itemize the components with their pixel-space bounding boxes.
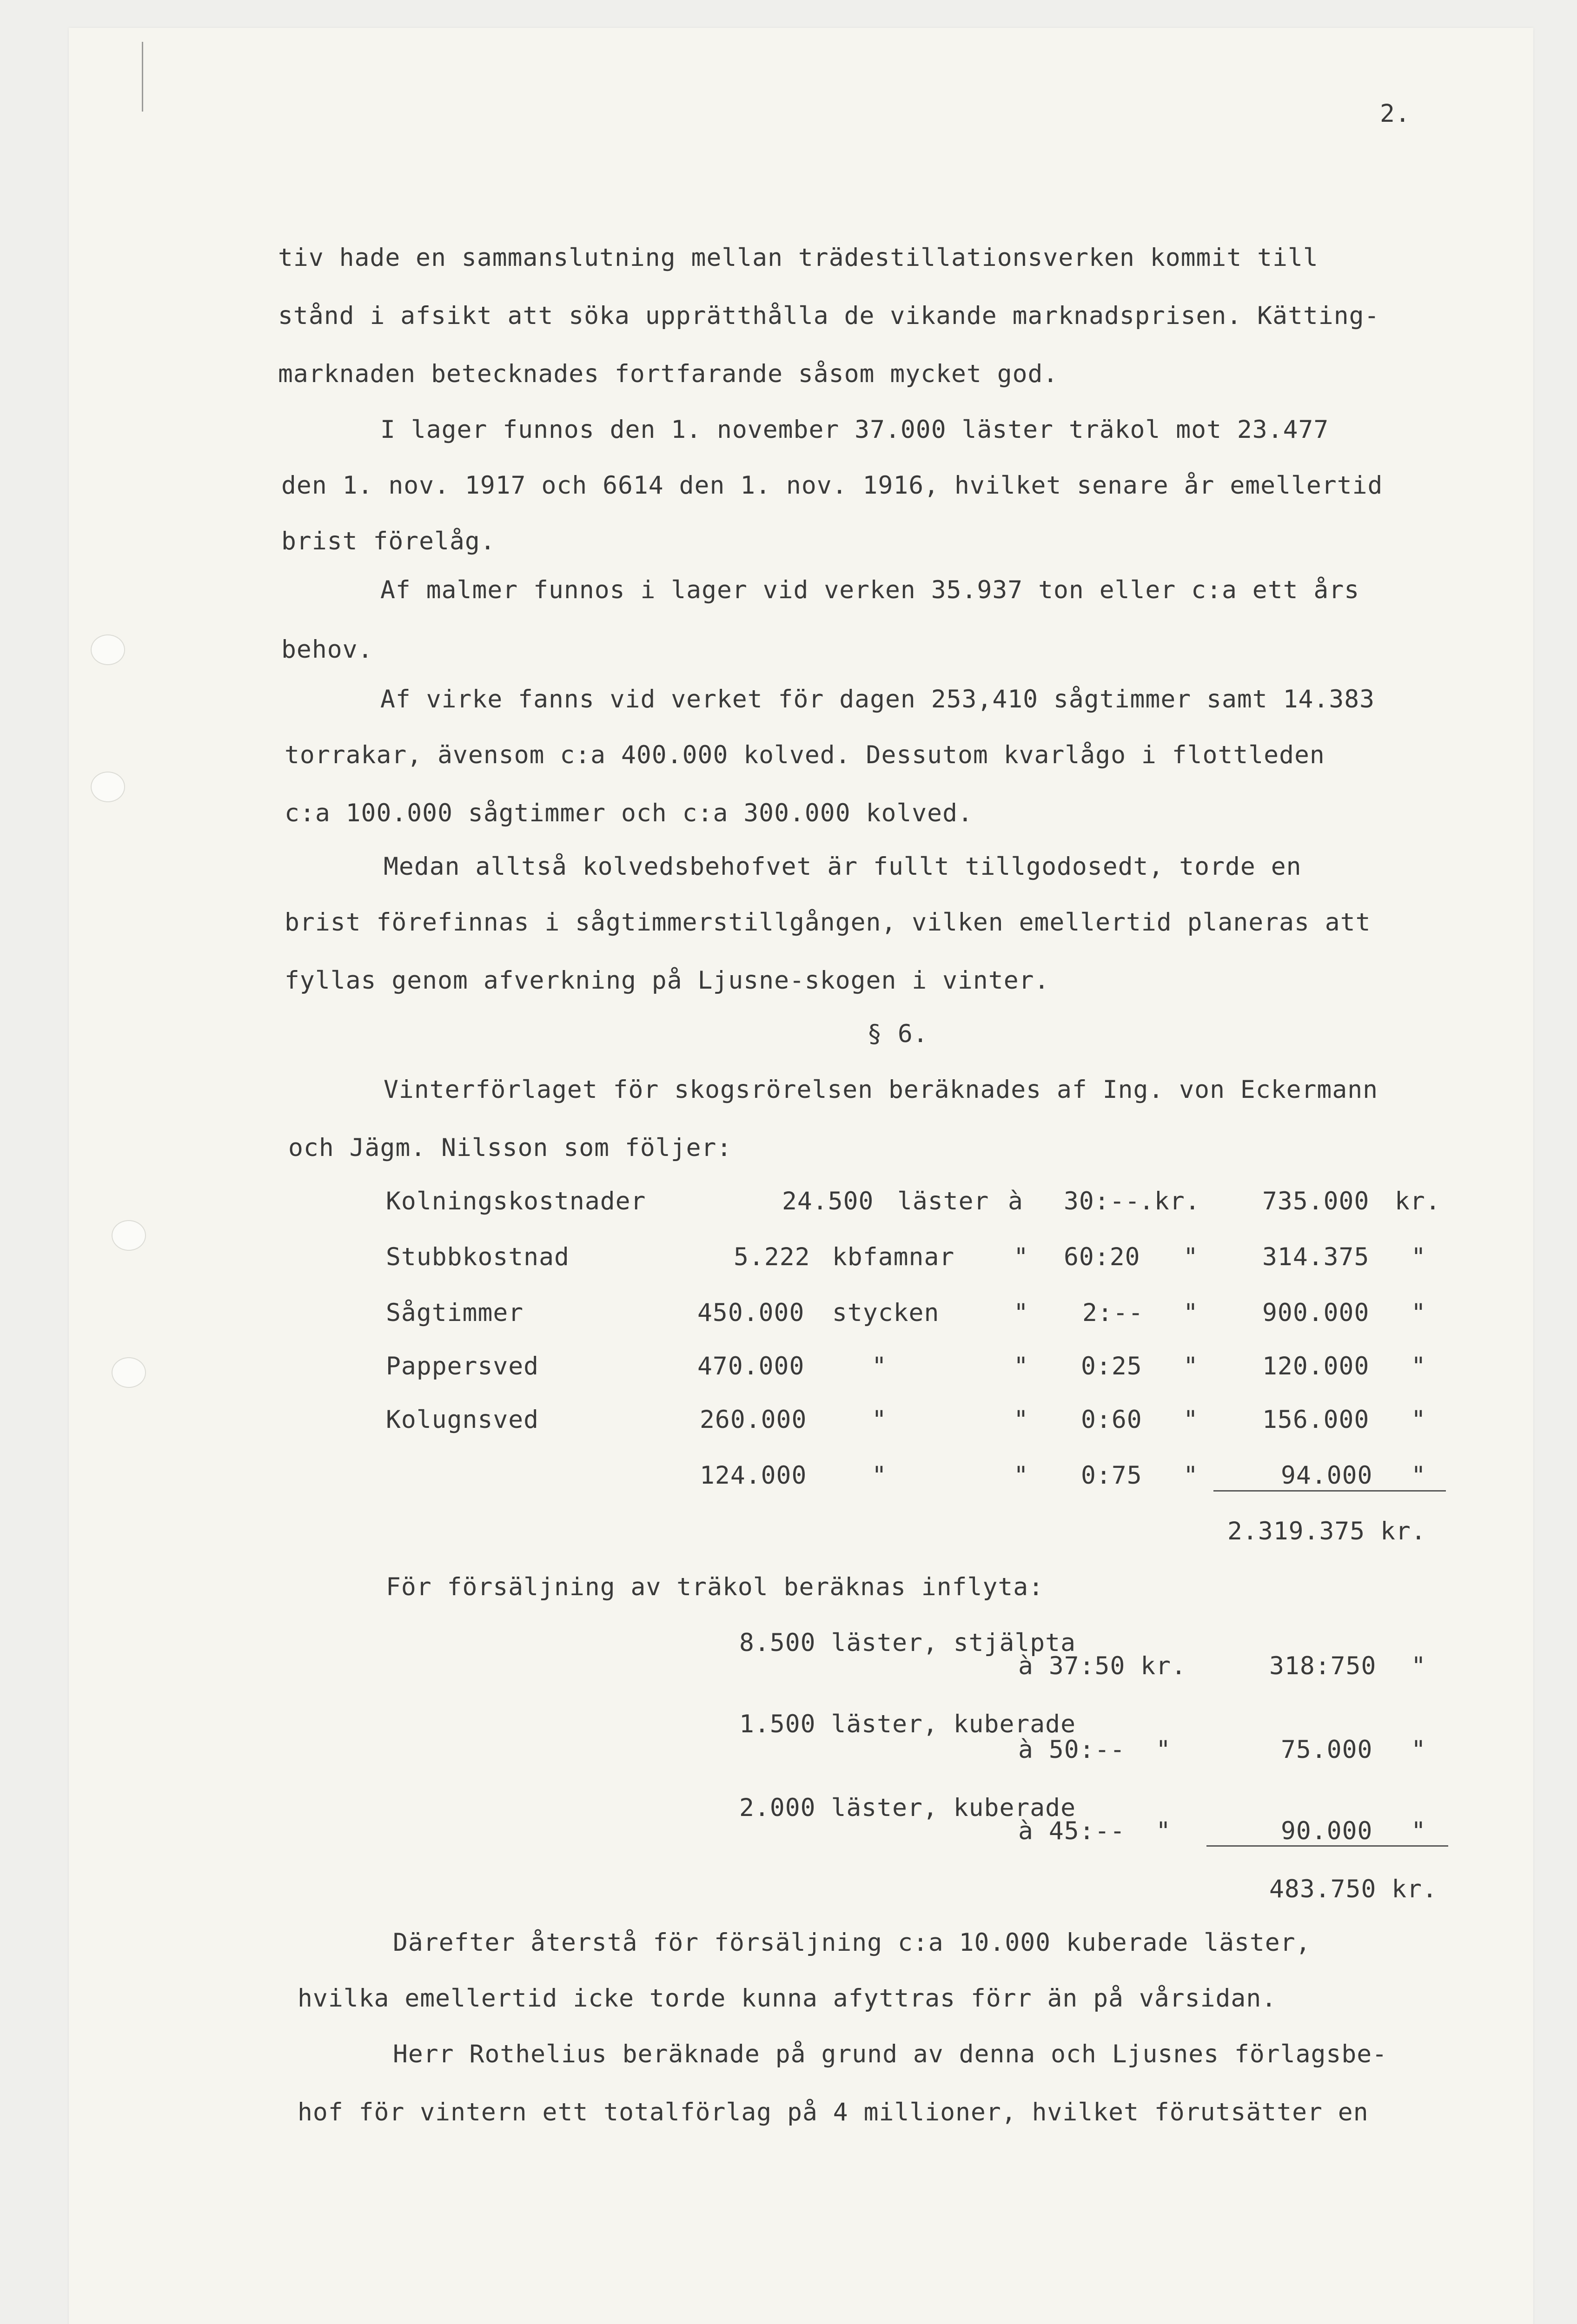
row-label: Pappersved xyxy=(386,1352,539,1380)
margin-mark xyxy=(142,42,143,112)
sales-sum: 483.750 kr. xyxy=(1269,1875,1438,1903)
punch-hole xyxy=(112,1220,146,1251)
text-line: tiv hade en sammanslutning mellan trädestillationsverken kommit till xyxy=(278,244,1319,272)
sales-line: 1.500 läster, kuberade xyxy=(739,1710,1076,1738)
cost-sum: 2.319.375 kr. xyxy=(1227,1517,1426,1545)
text-line: Af virke fanns vid verket för dagen 253,410 sågtimmer samt 14.383 xyxy=(380,685,1375,713)
text-line: I lager funnos den 1. november 37.000 läster träkol mot 23.477 xyxy=(380,416,1329,444)
sales-price: à 45:-- " xyxy=(1018,1817,1172,1845)
text-line: hvilka emellertid icke torde kunna afyttras förr än på vårsidan. xyxy=(298,1984,1277,2013)
row-price-unit: " xyxy=(1183,1299,1199,1327)
row-total: 735.000 xyxy=(1262,1187,1370,1215)
row-price-unit: " xyxy=(1183,1406,1199,1434)
text-line: brist förefinnas i sågtimmerstillgången, vilken emellertid planeras att xyxy=(285,908,1371,937)
text-line: marknaden betecknades fortfarande såsom mycket god. xyxy=(278,360,1059,388)
row-total: 156.000 xyxy=(1262,1406,1370,1434)
row-qty: 24.500 xyxy=(782,1187,874,1215)
row-label: Sågtimmer xyxy=(386,1299,524,1327)
row-label: Stubbkostnad xyxy=(386,1243,570,1271)
row-total-unit: kr. xyxy=(1395,1187,1441,1215)
sales-price: à 37:50 kr. xyxy=(1018,1652,1186,1680)
section-heading: § 6. xyxy=(867,1020,928,1048)
text-line: Af malmer funnos i lager vid verken 35.937 ton eller c:a ett års xyxy=(380,576,1360,604)
row-unit: stycken xyxy=(832,1299,940,1327)
row-at: " xyxy=(1014,1461,1029,1490)
text-line: c:a 100.000 sågtimmer och c:a 300.000 kolved. xyxy=(285,799,973,827)
row-at: " xyxy=(1014,1352,1029,1380)
text-line: torrakar, ävensom c:a 400.000 kolved. Dessutom kvarlågo i flottleden xyxy=(285,741,1325,769)
text-line: den 1. nov. 1917 och 6614 den 1. nov. 1916, hvilket senare år emellertid xyxy=(281,471,1383,500)
row-unit: kbfamnar xyxy=(832,1243,955,1271)
row-unit: läster xyxy=(897,1187,989,1215)
row-total: 314.375 xyxy=(1262,1243,1370,1271)
row-price: 60:20 xyxy=(1064,1243,1140,1271)
row-at: " xyxy=(1014,1299,1029,1327)
row-label: Kolugnsved xyxy=(386,1406,539,1434)
text-line: behov. xyxy=(281,635,373,664)
sum-rule xyxy=(1206,1845,1448,1847)
sales-price: à 50:-- " xyxy=(1018,1736,1172,1764)
row-total-unit: " xyxy=(1411,1299,1426,1327)
text-line: brist förelåg. xyxy=(281,527,496,555)
row-price: 0:25 xyxy=(1081,1352,1142,1380)
text-line: stånd i afsikt att söka upprätthålla de vikande marknadsprisen. Kätting- xyxy=(278,302,1380,330)
text-line: fyllas genom afverkning på Ljusne-skogen i vinter. xyxy=(285,966,1050,995)
punch-hole xyxy=(112,1357,146,1388)
row-price-unit: " xyxy=(1183,1243,1199,1271)
text-line: och Jägm. Nilsson som följer: xyxy=(288,1134,732,1162)
row-price-unit: " xyxy=(1183,1461,1199,1490)
text-line: hof för vintern ett totalförlag på 4 millioner, hvilket förutsätter en xyxy=(298,2098,1369,2126)
row-total: 94.000 xyxy=(1281,1461,1373,1490)
page-number: 2. xyxy=(1380,99,1411,128)
row-unit: " xyxy=(872,1352,887,1380)
sales-line: 2.000 läster, kuberade xyxy=(739,1794,1076,1822)
text-line: Därefter återstå för försäljning c:a 10.000 kuberade läster, xyxy=(393,1928,1311,1957)
row-total: 120.000 xyxy=(1262,1352,1370,1380)
sales-total: 75.000 xyxy=(1281,1736,1373,1764)
punch-hole xyxy=(91,772,125,802)
row-qty: 124.000 xyxy=(700,1461,807,1490)
row-at: à xyxy=(1008,1187,1023,1215)
row-price: 30:-- xyxy=(1064,1187,1140,1215)
text-line: Medan alltså kolvedsbehofvet är fullt tillgodosedt, torde en xyxy=(384,852,1302,881)
row-total: 900.000 xyxy=(1262,1299,1370,1327)
row-total-unit: " xyxy=(1411,1352,1426,1380)
sales-line: 8.500 läster, stjälpta xyxy=(739,1629,1076,1657)
sales-total: 318:750 xyxy=(1269,1652,1377,1680)
row-price-unit: " xyxy=(1183,1352,1199,1380)
row-qty: 450.000 xyxy=(697,1299,805,1327)
row-unit: " xyxy=(872,1406,887,1434)
row-price-unit: .kr. xyxy=(1139,1187,1200,1215)
row-qty: 470.000 xyxy=(697,1352,805,1380)
text-line: Herr Rothelius beräknade på grund av denna och Ljusnes förlagsbe- xyxy=(393,2040,1388,2068)
sales-total-unit: " xyxy=(1411,1736,1426,1764)
row-price: 2:-- xyxy=(1082,1299,1144,1327)
punch-hole xyxy=(91,634,125,665)
sum-rule xyxy=(1213,1490,1446,1492)
row-total-unit: " xyxy=(1411,1461,1426,1490)
sales-total-unit: " xyxy=(1411,1652,1426,1680)
row-label: Kolningskostnader xyxy=(386,1187,646,1215)
sales-total-unit: " xyxy=(1411,1817,1426,1845)
sales-total: 90.000 xyxy=(1281,1817,1373,1845)
row-total-unit: " xyxy=(1411,1406,1426,1434)
row-price: 0:60 xyxy=(1081,1406,1142,1434)
row-at: " xyxy=(1014,1406,1029,1434)
row-total-unit: " xyxy=(1411,1243,1426,1271)
row-price: 0:75 xyxy=(1081,1461,1142,1490)
row-unit: " xyxy=(872,1461,887,1490)
row-qty: 260.000 xyxy=(700,1406,807,1434)
sales-intro: För försäljning av träkol beräknas inflyta: xyxy=(386,1573,1044,1601)
row-qty: 5.222 xyxy=(734,1243,810,1271)
text-line: Vinterförlaget för skogsrörelsen beräknades af Ing. von Eckermann xyxy=(384,1076,1378,1104)
row-at: " xyxy=(1014,1243,1029,1271)
